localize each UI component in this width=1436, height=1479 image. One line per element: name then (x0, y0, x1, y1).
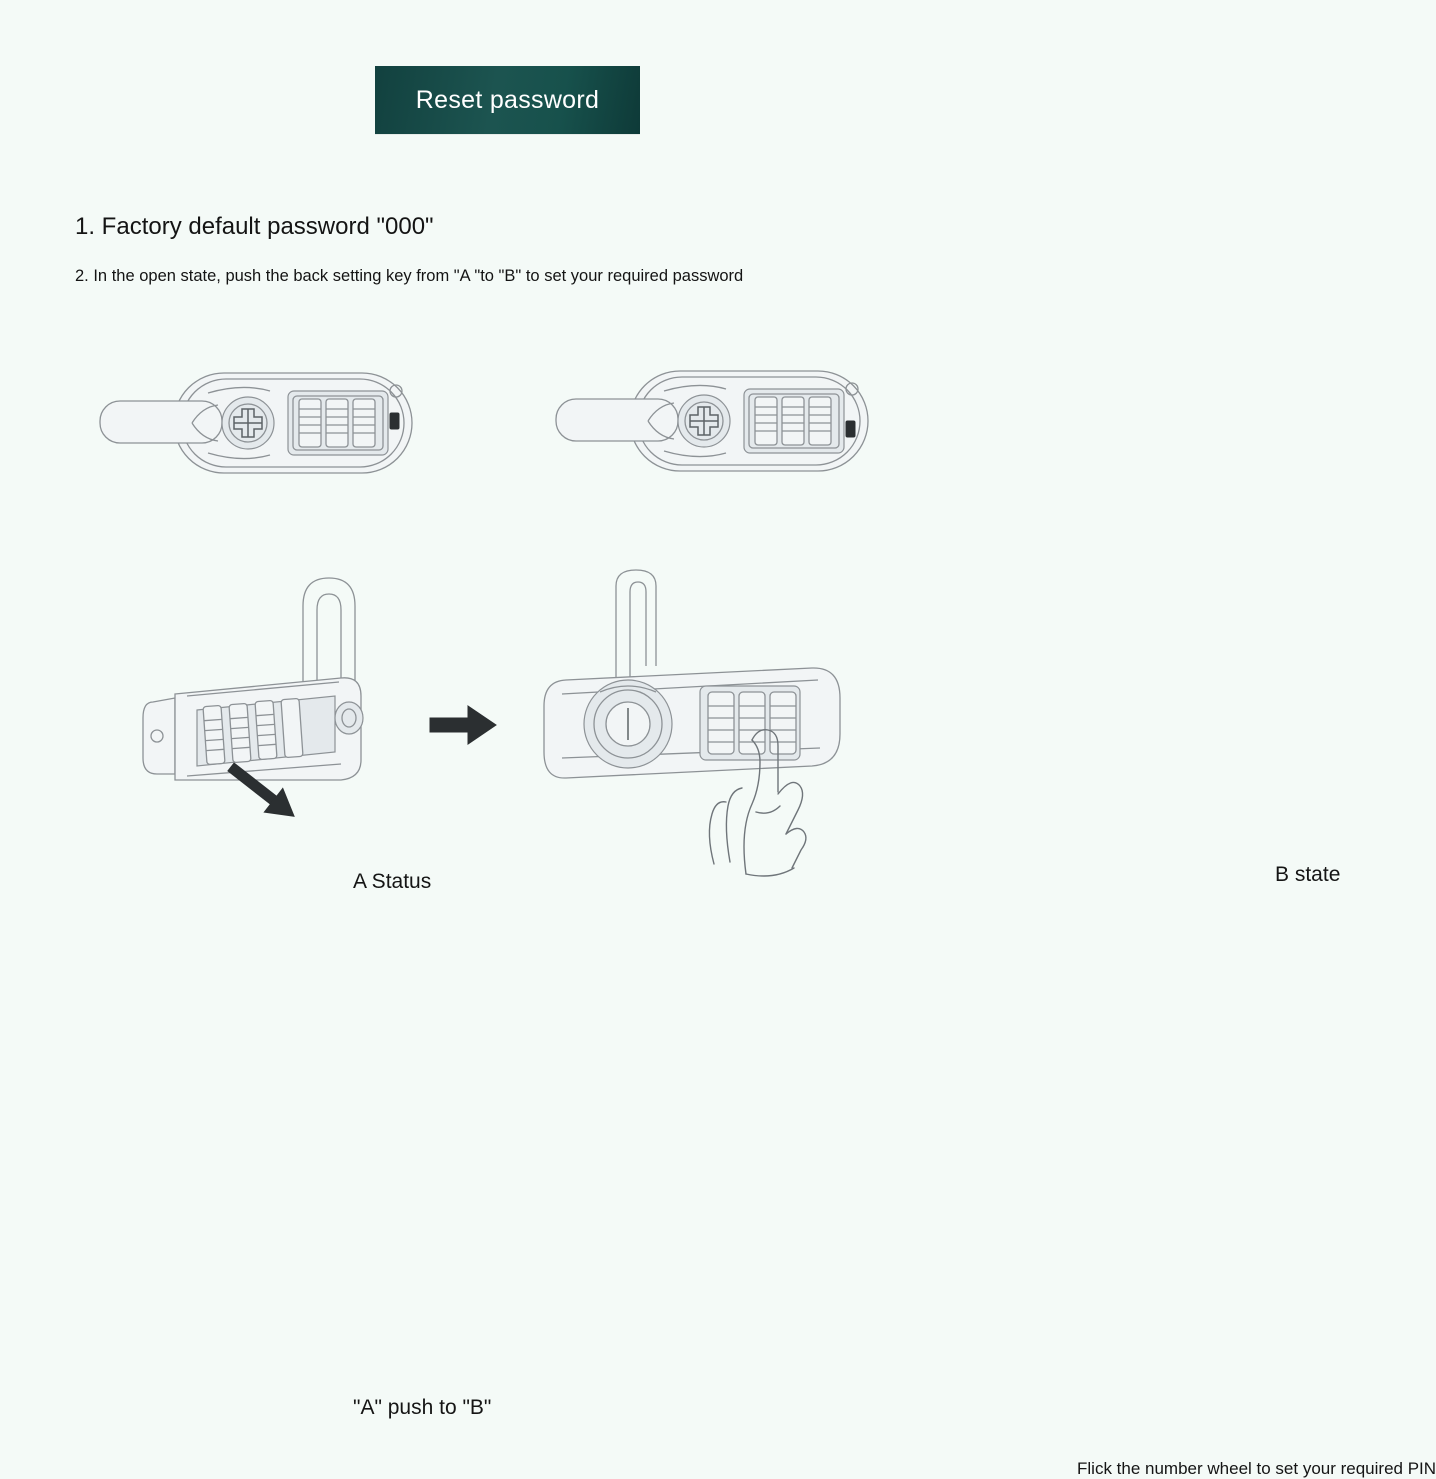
cam-lock-front-with-hand-icon (540, 562, 860, 882)
instruction-line-1: 1. Factory default password "000" (75, 213, 434, 240)
figure-a-status (96, 365, 432, 893)
figure-arrow (428, 700, 498, 750)
instruction-line-2: 2. In the open state, push the back setting key from "A "to "B" to set your required password (75, 267, 744, 285)
cam-lock-back-view-a-icon (96, 365, 421, 485)
page-title: Reset password (415, 85, 600, 114)
title-banner (375, 66, 640, 134)
right-arrow-icon (428, 700, 498, 750)
cam-lock-push-setting-key-icon (135, 570, 395, 815)
caption-b-state: B state (1275, 863, 1341, 886)
cam-lock-back-view-b-icon (552, 363, 877, 483)
caption-push-a-to-b: "A" push to "B" (353, 1396, 492, 1419)
caption-a-status: A Status (353, 870, 432, 893)
figure-b-state (552, 363, 1341, 886)
caption-flick-wheel: Flick the number wheel to set your required PIN (1077, 1459, 1436, 1478)
